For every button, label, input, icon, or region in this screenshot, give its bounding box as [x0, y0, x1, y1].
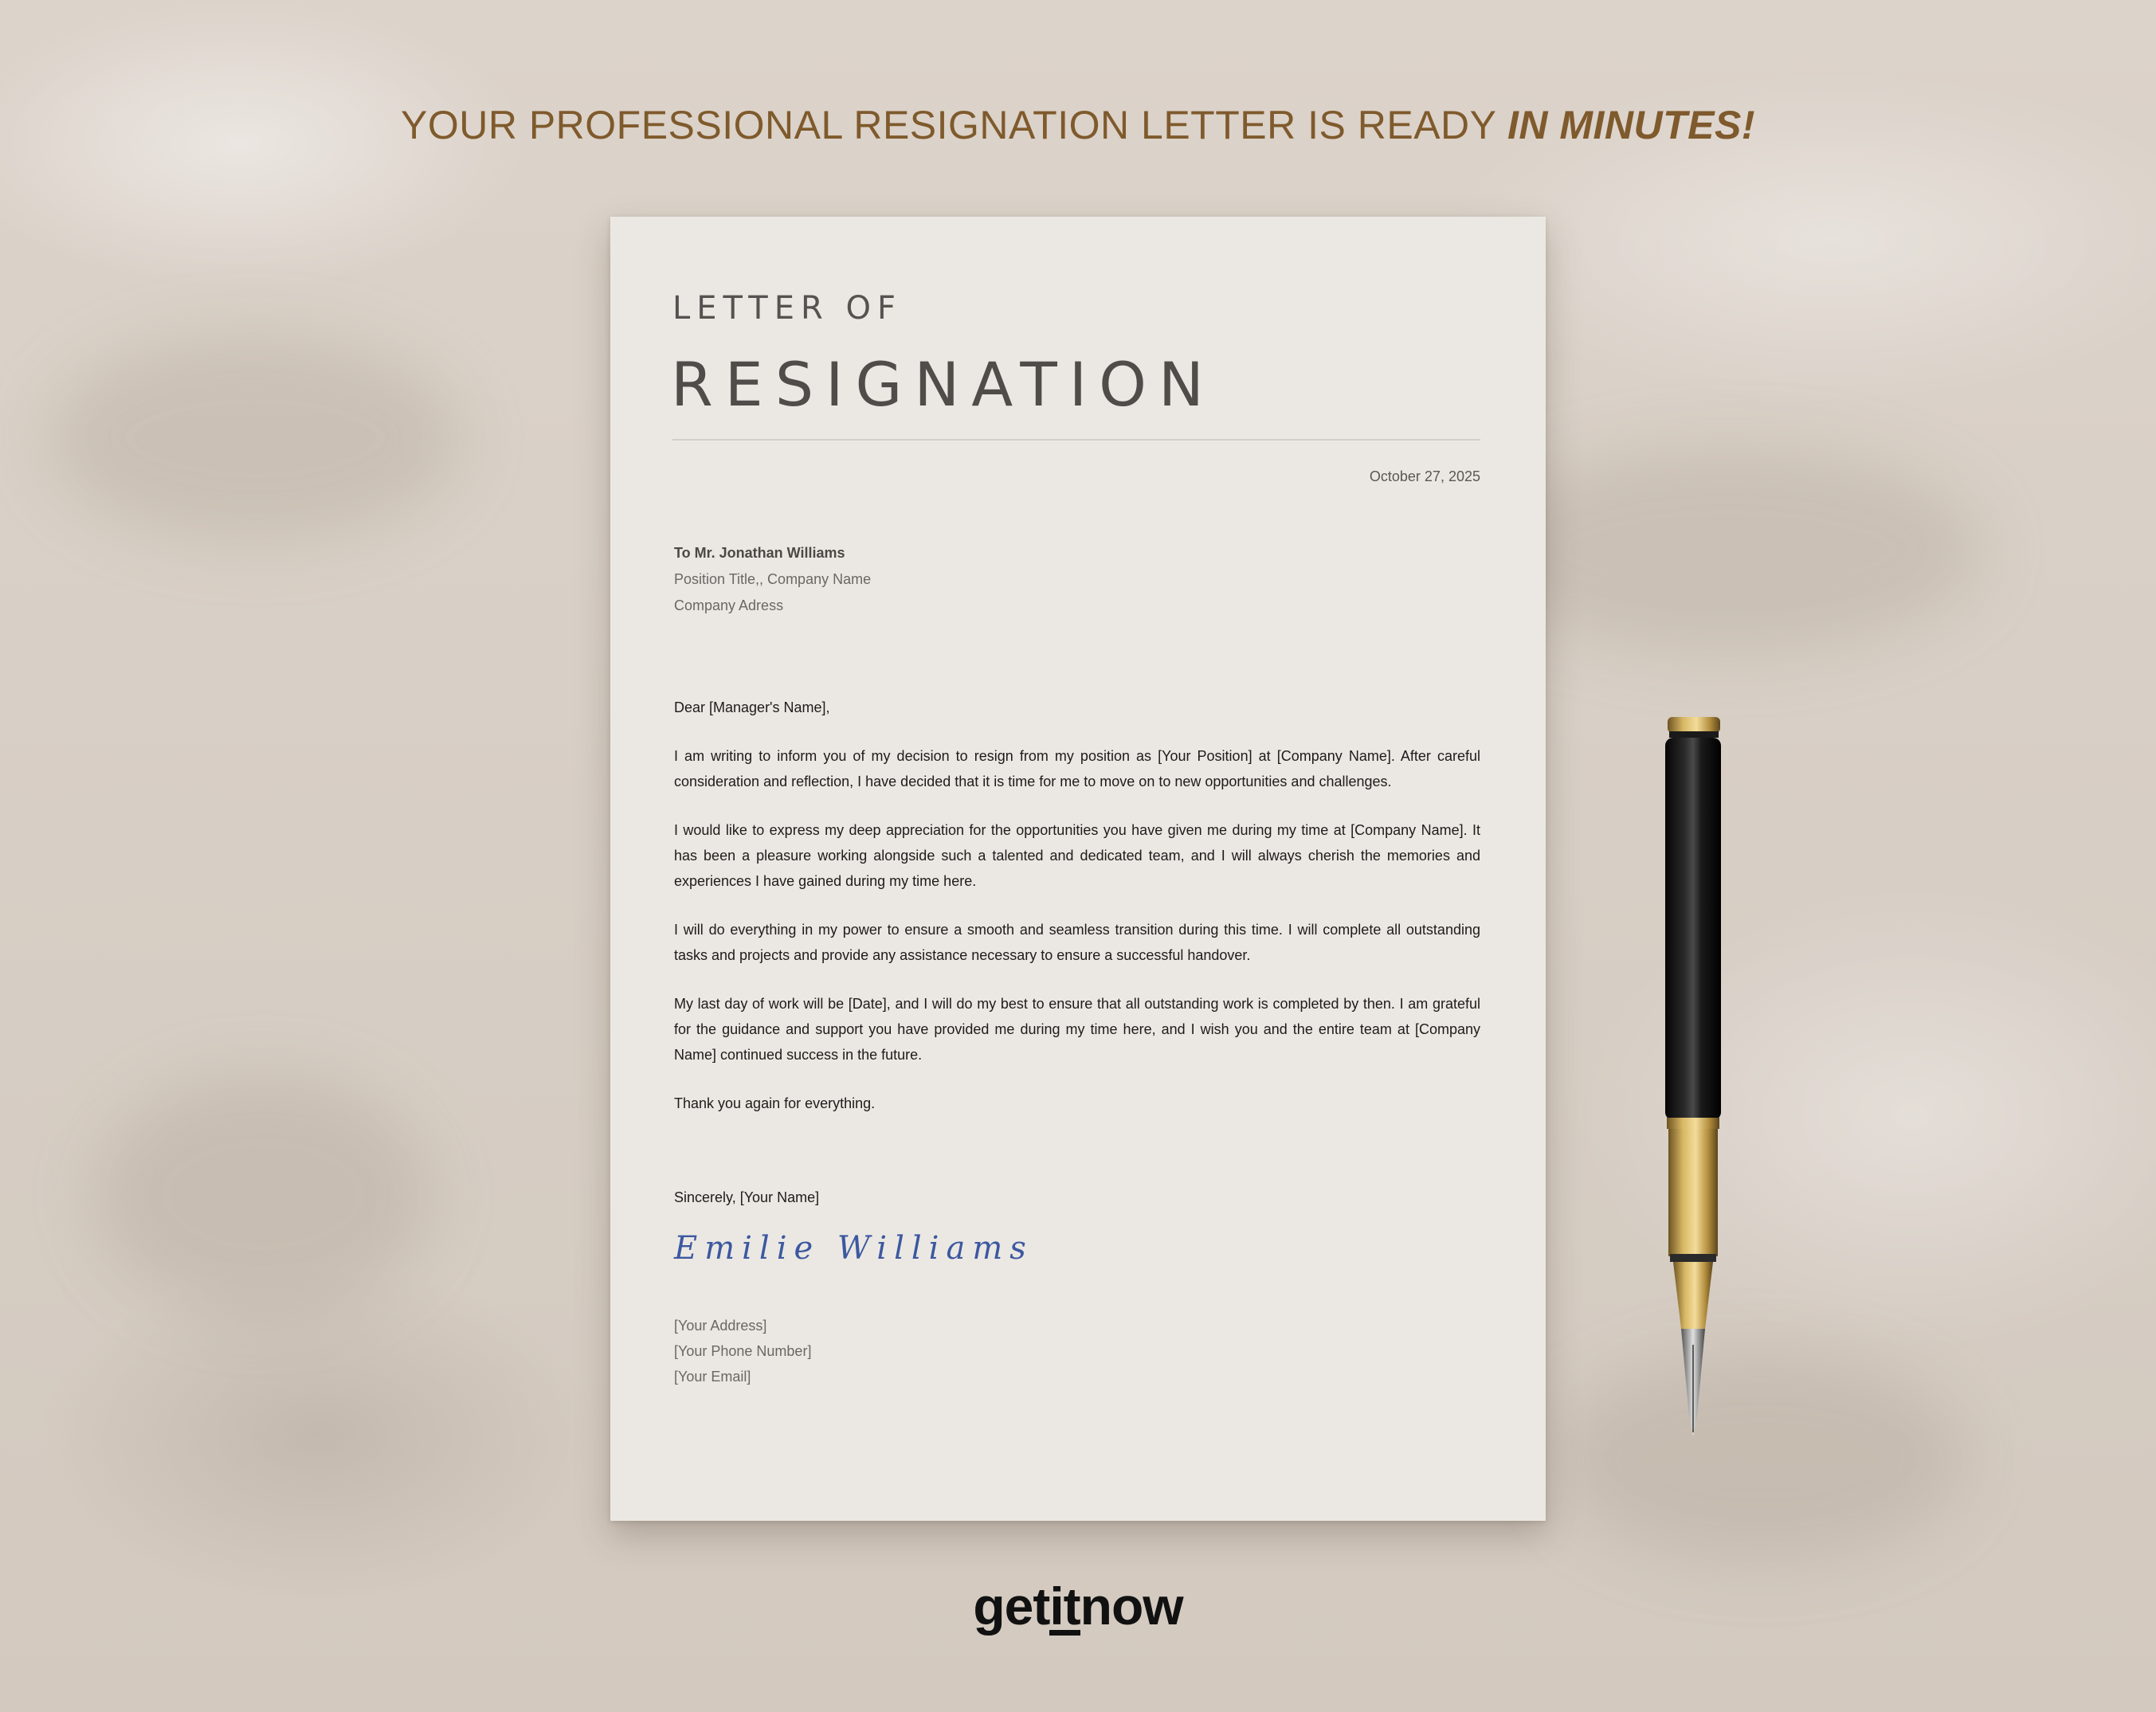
logo-part-get: get	[973, 1577, 1050, 1636]
letter-date: October 27, 2025	[1369, 468, 1480, 484]
body-paragraph: Thank you again for everything.	[674, 1095, 876, 1111]
closing: Sincerely, [Your Name]	[674, 1189, 820, 1205]
brand-logo	[0, 1576, 2156, 1636]
fountain-pen-icon	[1649, 715, 1726, 1442]
headline-main: YOUR PROFESSIONAL RESIGNATION LETTER IS READY	[400, 103, 1507, 147]
headline-emphasis: IN MINUTES!	[1507, 103, 1756, 147]
sender-email: [Your Email]	[674, 1369, 751, 1385]
letter-title-line2: RESIGNATION	[671, 349, 1216, 420]
recipient-address: Company Adress	[674, 597, 784, 613]
title-divider	[672, 439, 1480, 441]
body-paragraph: I would like to express my deep appreciation for the opportunities you have given me during my time at [Company Name]. It has been a pleasure working alongside such a talented and dedicated team, and I will always cherish the memories and experiences I have gained during my time here.	[674, 822, 1480, 889]
logo-part-now: now	[1080, 1577, 1183, 1636]
background-shadow	[1474, 446, 1984, 653]
recipient-name: To Mr. Jonathan Williams	[674, 545, 845, 561]
sender-phone: [Your Phone Number]	[674, 1343, 812, 1359]
logo-part-it: it	[1049, 1577, 1080, 1636]
recipient-position: Position Title,, Company Name	[674, 571, 872, 587]
letter-paper	[610, 217, 1546, 1521]
salutation: Dear [Manager's Name],	[674, 699, 830, 715]
letter-body	[674, 695, 1480, 1139]
signature: Emilie Williams	[674, 1230, 1033, 1267]
sender-address: [Your Address]	[674, 1318, 767, 1334]
recipient-block	[674, 540, 871, 619]
sender-contact	[674, 1313, 811, 1389]
background-shadow	[96, 1075, 430, 1314]
headline	[0, 102, 2156, 148]
body-paragraph: I will do everything in my power to ensure a smooth and seamless transition during this time. I will complete all outstanding tasks and projects and provide any assistance necessary to ensure a successful handover.	[674, 922, 1480, 963]
background-shadow	[1554, 1354, 1968, 1561]
body-paragraph: My last day of work will be [Date], and I will do my best to ensure that all outstanding work is completed by then. I am grateful for the guidance and support you have provided me during my time here, and I wish you and the entire team at [Company Name] continued success in the future.	[674, 996, 1480, 1063]
background-shadow	[48, 335, 462, 542]
body-paragraph: I am writing to inform you of my decision to resign from my position as [Your Position] at [Company Name]. After careful consideration and reflection, I have decided that it is time for me to move on to new opportunities and challenges.	[674, 748, 1480, 789]
letter-title-line1: LETTER OF	[672, 290, 902, 327]
